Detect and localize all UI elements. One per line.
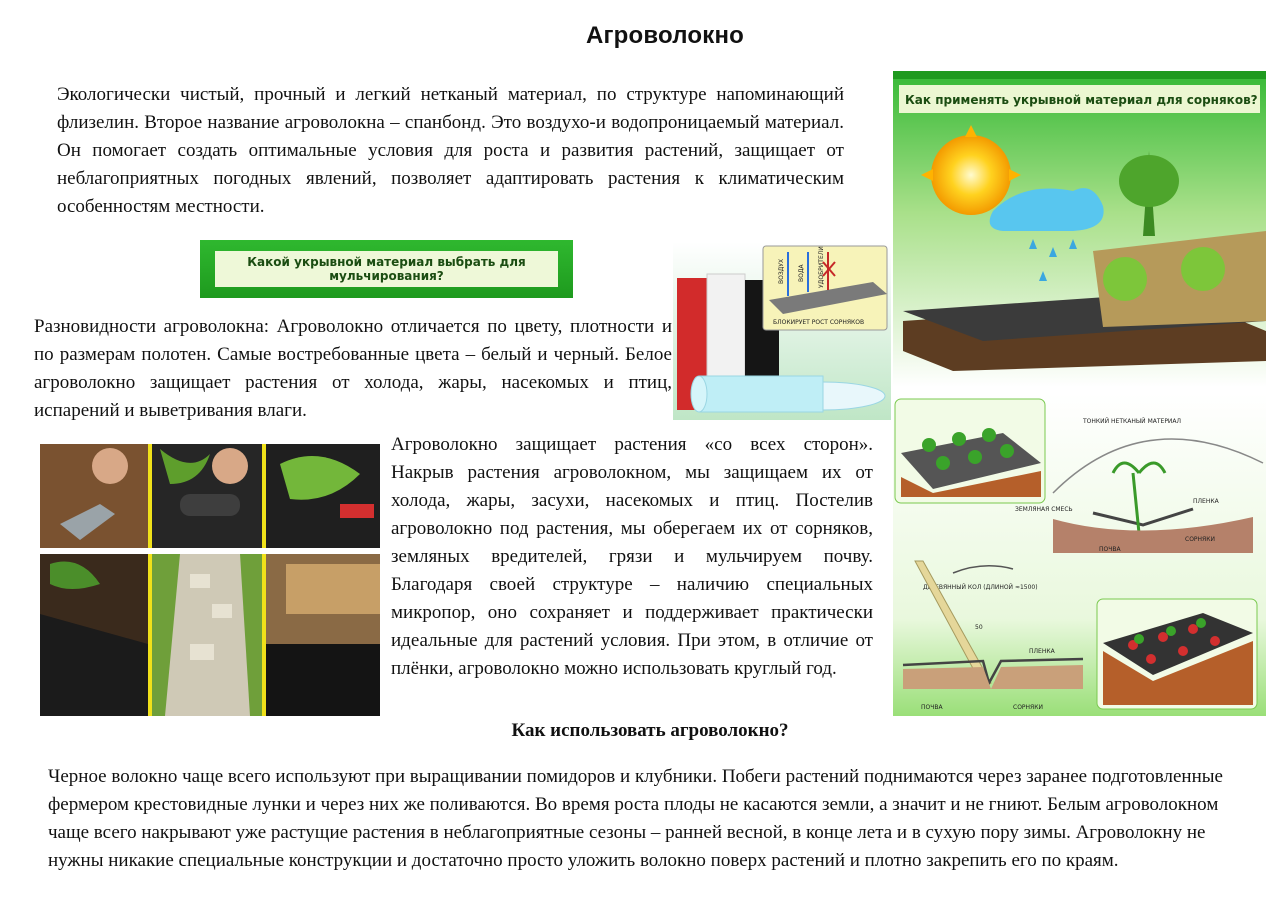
- page-title: Агроволокно: [585, 22, 745, 49]
- label-thin-material: ТОНКИЙ НЕТКАНЫЙ МАТЕРИАЛ: [1083, 418, 1182, 425]
- intro-paragraph: Экологически чистый, прочный и легкий нетканый материал, по структуре напоминающий флизелин. Второе название агроволокна – спанбонд. Это воздухо-и водопроницаемый материал. Он помогает создать оптимальные условия для роста и развития растений, защищает от неблагоприятных погодных явлений, позволяет адаптировать растения к климатическим особенностям местности.: [57, 84, 844, 217]
- varieties-paragraph: Разновидности агроволокна: Агроволокно отличается по цвету, плотности и по размерам полотен. Самые востребованные цвета – белый и черный. Белое агроволокно защищает растения от холода, жары, насекомых и птиц, испарений и выветривания влаги.: [34, 316, 672, 421]
- label-stake: ДЕРЕВЯННЫЙ КОЛ (ДЛИНОЙ ≈1500): [923, 584, 1038, 591]
- garden-collage: [40, 444, 380, 716]
- label-soil-2: ПОЧВА: [921, 704, 943, 711]
- blue-roll: [699, 376, 823, 412]
- rolls-label-water: ВОДА: [798, 264, 805, 282]
- label-film: ПЛЕНКА: [1193, 498, 1219, 505]
- weeds-poster: [893, 71, 1266, 387]
- label-soil: ПОЧВА: [1099, 546, 1121, 553]
- label-soil-mix: ЗЕМЛЯНАЯ СМЕСЬ: [1015, 506, 1073, 513]
- label-film-2: ПЛЕНКА: [1029, 648, 1055, 655]
- usage-paragraph: Черное волокно чаще всего используют при выращивании помидоров и клубники. Побеги растений поднимаются через заранее подготовленные фермером крестовидные лунки и через них же поливаются. Во время роста плоды не касаются земли, а значит и не гниют. Белым агроволокном чаще всего накрывают уже растущие растения в неблагоприятные сезоны – ранней весной, в конце лета и в сухую пору зимы. Агроволокну не нужны никакие специальные конструкции и достаточно просто уложить волокно поверх растений и плотно закрепить его по краям.: [48, 766, 1223, 871]
- mulch-diagram: [893, 393, 1266, 716]
- how-to-use-heading: Как использовать агроволокно?: [511, 720, 789, 741]
- weeds-poster-banner: Как применять укрывной материал для сорняков?: [905, 93, 1258, 107]
- lettuce-plant: [1103, 257, 1147, 301]
- mulch-banner-text: Какой укрывной материал выбрать для мульчирования?: [215, 251, 558, 287]
- label-weeds-2: СОРНЯКИ: [1013, 704, 1043, 711]
- label-weeds: СОРНЯКИ: [1185, 536, 1215, 543]
- rolls-caption: БЛОКИРУЕТ РОСТ СОРНЯКОВ: [773, 319, 865, 326]
- rolls-label-air: ВОЗДУХ: [778, 258, 785, 284]
- label-stake-mark: 50: [975, 624, 983, 631]
- mulch-banner: [200, 240, 573, 298]
- lettuce-plant: [1181, 247, 1225, 291]
- protection-paragraph: Агроволокно защищает растения «со всех сторон». Накрыв растения агроволокном, мы защищаем их от холода, жары, засухи, насекомых и птиц. Постелив агроволокно под растения, мы оберегаем их от сорняков, земляных вредителей, грязи и мульчируем почву. Благодаря своей структуре – наличию специальных микропор, оно сохраняет и поддерживает практически идеальные для растений условия. При этом, в отличие от плёнки, агроволокно можно использовать круглый год.: [391, 434, 873, 679]
- rolls-image: [673, 242, 891, 420]
- rolls-label-fert: УДОБРИТЕЛИ: [818, 246, 825, 288]
- weed-plant: [1119, 155, 1179, 207]
